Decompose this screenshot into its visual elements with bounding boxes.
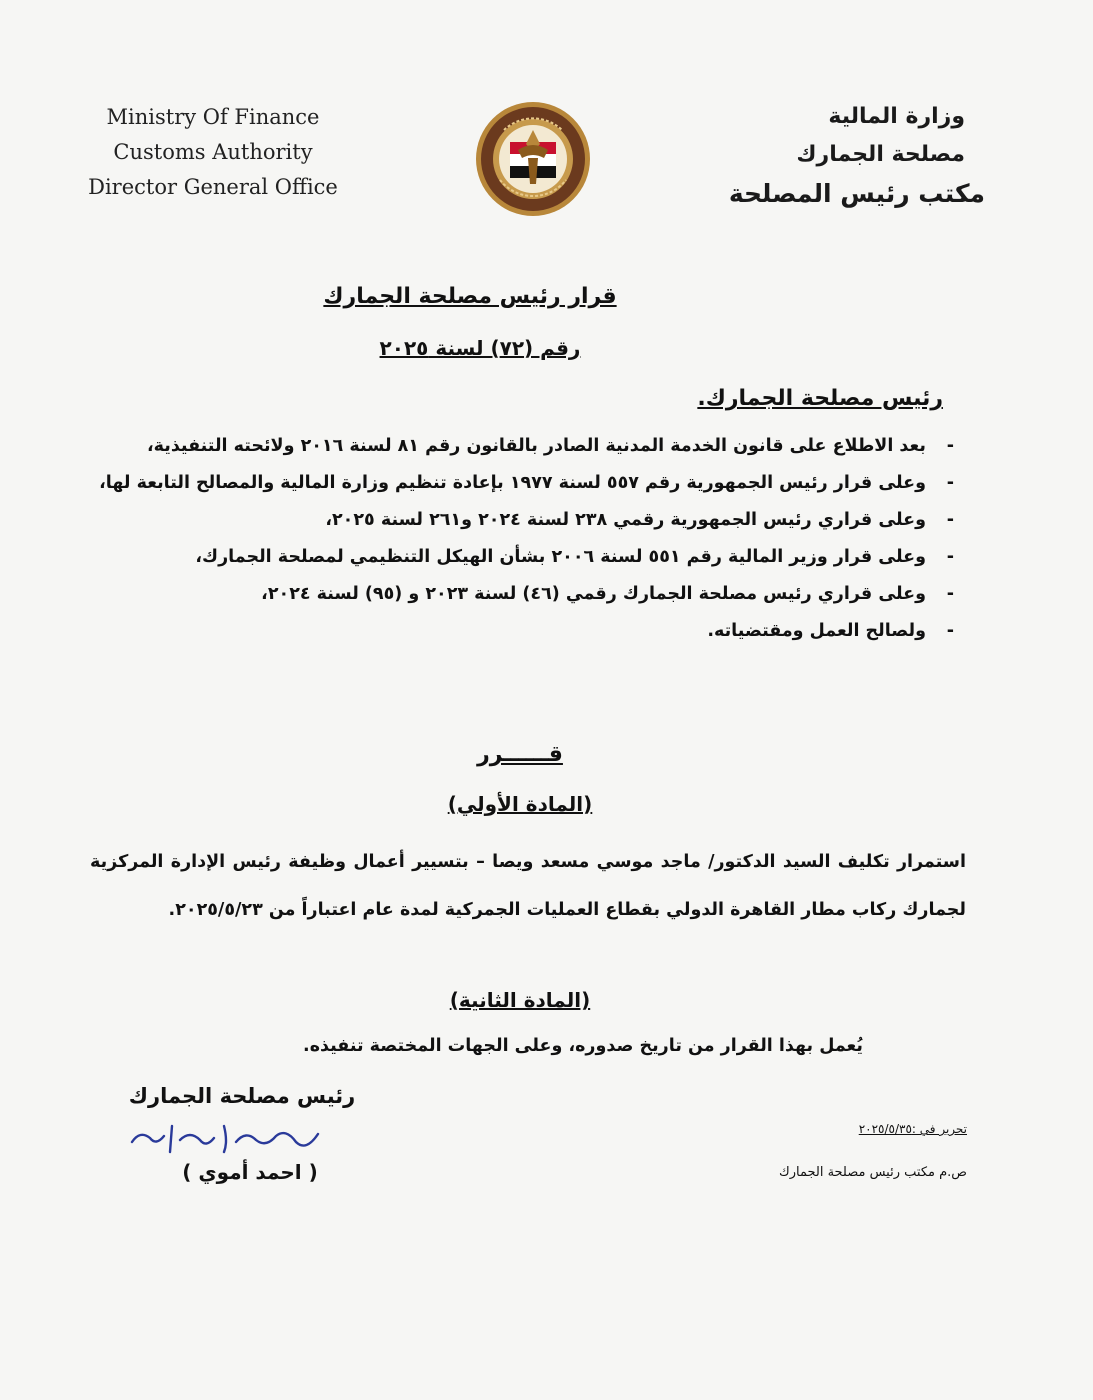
handwritten-signature <box>120 1112 330 1162</box>
preamble-item: - وعلى قرار رئيس الجمهورية رقم ٥٥٧ لسنة ١٩٧٧ بإعادة تنظيم وزارة المالية والمصالح التابعة لها، <box>90 467 960 500</box>
decree-addressee: رئيس مصلحة الجمارك. <box>697 386 943 411</box>
preamble-item: - بعد الاطلاع على قانون الخدمة المدنية الصادر بالقانون رقم ٨١ لسنة ٢٠١٦ ولائحته التنفيذية، <box>90 430 960 463</box>
issue-date: تحرير في :٢٠٢٥/٥/٣٥ <box>858 1122 967 1136</box>
preamble-item: - وعلى قرار وزير المالية رقم ٥٥١ لسنة ٢٠٠٦ بشأن الهيكل التنظيمي لمصلحة الجمارك، <box>90 541 960 574</box>
decree-number: رقم (٧٢) لسنة ٢٠٢٥ <box>379 336 581 360</box>
header-arabic <box>725 98 985 214</box>
decree-title: قرار رئيس مصلحة الجمارك <box>323 284 617 309</box>
article-1-text: استمرار تكليف السيد الدكتور/ ماجد موسي مسعد ويصا – بتسيير أعمال وظيفة رئيس الإدارة المركزية لجمارك ركاب مطار القاهرة الدولي بقطاع العمليات الجمركية لمدة عام اعتباراً من ٢٠٢٥/٥/٢٣. <box>90 852 966 920</box>
preamble-item: - ولصالح العمل ومقتضياته. <box>90 615 960 648</box>
preamble-item: - وعلى قراري رئيس الجمهورية رقمي ٢٣٨ لسنة ٢٠٢٤ و٢٦١ لسنة ٢٠٢٥، <box>90 504 960 537</box>
customs-seal-logo <box>474 100 592 218</box>
header-english <box>78 100 348 205</box>
signatory-title: رئيس مصلحة الجمارك <box>128 1084 356 1108</box>
office-reference: ص.م مكتب رئيس مصلحة الجمارك <box>779 1165 967 1180</box>
article-1-heading: (المادة الأولي) <box>447 792 593 816</box>
ministry-name-ar: وزارة المالية <box>828 104 965 129</box>
ministry-name-en: Ministry Of Finance <box>106 105 320 129</box>
authority-name-ar: مصلحة الجمارك <box>796 142 965 167</box>
signatory-name: ( احمد أموي ) <box>182 1160 318 1184</box>
article-2-text: يُعمل بهذا القرار من تاريخ صدوره، وعلى الجهات المختصة تنفيذه. <box>303 1036 863 1056</box>
office-name-ar: مكتب رئيس المصلحة <box>728 179 985 208</box>
preamble-list <box>90 430 960 652</box>
authority-name-en: Customs Authority <box>113 140 313 164</box>
article-2-heading: (المادة الثانية) <box>449 988 591 1012</box>
office-name-en: Director General Office <box>88 175 338 199</box>
decided-heading: قــــــرر <box>477 742 563 767</box>
preamble-item: - وعلى قراري رئيس مصلحة الجمارك رقمي (٤٦) لسنة ٢٠٢٣ و (٩٥) لسنة ٢٠٢٤، <box>90 578 960 611</box>
